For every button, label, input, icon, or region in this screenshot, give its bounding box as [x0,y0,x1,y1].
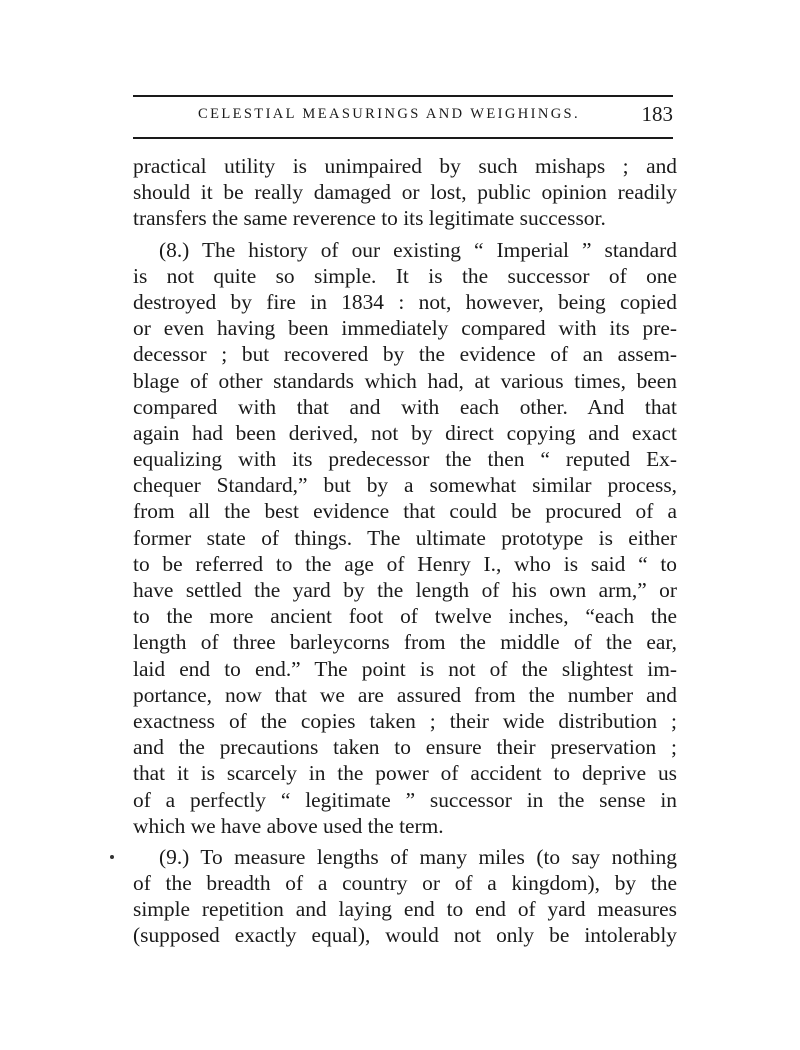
text-line: practical utility is unimpaired by such mishaps ; and [133,154,677,178]
text-line: have settled the yard by the length of his own arm,” or [133,578,677,602]
header-rule-bottom [133,137,673,139]
text-line: to be referred to the age of Henry I., who is said “ to [133,551,677,576]
text-line: which we have above used the term. [133,813,444,838]
text-line: simple repetition and laying end to end of yard measures [133,897,677,922]
text-line: length of three barleycorns from the middle of the ear, [133,630,677,655]
text-line: decessor ; but recovered by the evidence of an assem- [133,342,677,367]
text-line: is not quite so simple. It is the successor of one [133,263,677,288]
text-line: equalizing with its predecessor the then “ reputed Ex- [133,447,677,472]
text-line: from all the best evidence that could be procured of a [133,499,677,524]
text-line: portance, now that we are assured from the number and [133,682,677,707]
page-header [133,102,673,132]
text-line: exactness of the copies taken ; their wide distribution ; [133,708,677,733]
paragraph [133,237,677,839]
paragraph [133,844,677,949]
text-line: again had been derived, not by direct copying and exact [133,420,677,445]
margin-mark [110,855,114,859]
text-line: or even having been immediately compared with its pre- [133,316,677,341]
text-line: destroyed by fire in 1834 : not, however, being copied [133,289,677,314]
page-number: 183 [641,102,673,126]
text-line: to the more ancient foot of twelve inches, “each the [133,604,677,629]
text-line: (8.) The history of our existing “ Imperial ” standard [159,237,677,262]
running-head: CELESTIAL MEASURINGS AND WEIGHINGS. [198,106,581,122]
text-line: chequer Standard,” but by a somewhat similar process, [133,473,677,498]
text-line: transfers the same reverence to its legitimate successor. [133,206,606,231]
body-text [133,153,677,954]
text-line: of a perfectly “ legitimate ” successor in the sense in [133,787,677,812]
text-line: blage of other standards which had, at various times, been [133,368,677,393]
text-line: of the breadth of a country or of a kingdom), by the [133,871,677,896]
header-rule-top [133,95,673,97]
text-line: former state of things. The ultimate prototype is either [133,525,677,550]
text-line: should it be really damaged or lost, public opinion readily [133,180,677,205]
paragraph [133,153,677,232]
text-line: compared with that and with each other. And that [133,394,677,419]
text-line: laid end to end.” The point is not of the slightest im- [133,656,677,681]
text-line: (9.) To measure lengths of many miles (to say nothing [159,844,677,869]
text-line: (supposed exactly equal), would not only be intolerably [133,923,677,948]
text-line: and the precautions taken to ensure their preservation ; [133,735,677,760]
text-line: that it is scarcely in the power of accident to deprive us [133,761,677,786]
